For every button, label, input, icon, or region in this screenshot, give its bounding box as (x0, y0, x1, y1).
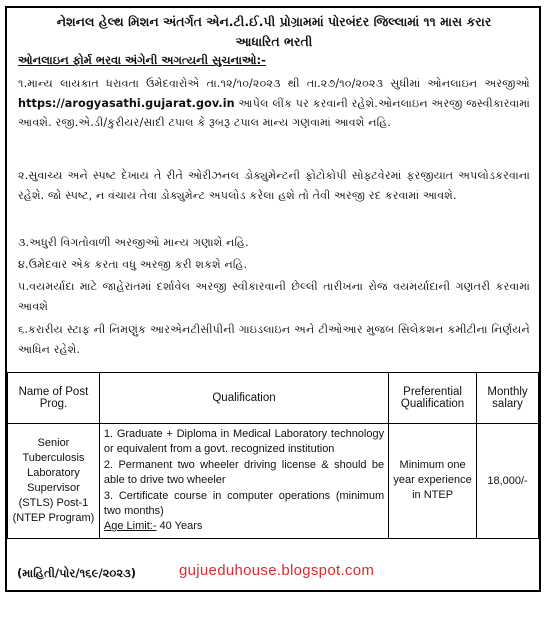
qualification-3: 3. Certificate course in computer operations (minimum two months) (103, 489, 385, 518)
portal-link[interactable]: https://arogyasathi.gujarat.gov.in (18, 96, 235, 110)
title-line-2: આધારિત ભરતી (235, 34, 313, 49)
instruction-4: ૪.ઉમેદવાર એક કરતા વધુ અરજી કરી શકશે નહિ. (18, 258, 248, 271)
header-preferential: Preferential Qualification (389, 373, 477, 424)
header-salary: Monthly salary (477, 373, 539, 424)
age-limit (104, 519, 384, 534)
preferential-qualification: Minimum one year experience in NTEP (389, 424, 477, 539)
header-qualification: Qualification (99, 373, 388, 424)
age-limit-value: 40 Years (156, 520, 203, 533)
instruction-1-text-b: આપેલ લીંક પર કરવાની રહેશે.ઓનલાઇન અરજી જસ્વીકારવામાં આવશે. રજી.એ.ડી/કુરીયર/સાદી ટપાલ કે રૂબરૂ ટપાલ માન્ય ગણવામાં આવશે નહિ. (18, 96, 531, 129)
title-line-1: નેશનલ હેલ્થ મિશન અંતર્ગત એન.ટી.ઈ.પી પ્રોગ્રામમાં પોરબંદર જિલ્લામાં ૧૧ માસ કરાર (56, 14, 492, 29)
instructions-heading: ઓનલાઇન ફોર્મ ભરવા અંગેની અગત્યની સુચનાઓ:- (18, 53, 266, 67)
post-name: Senior Tuberculosis Laboratory Supervisor (STLS) Post-1 (NTEP Program) (8, 424, 100, 539)
qualification-table (7, 372, 539, 539)
blog-watermark: gujueduhouse.blogspot.com (179, 562, 375, 579)
instruction-6: ૬.કરારીય સ્ટાફ ની નિમણુંક આરએનટીસીપીની ગાઇડલાઇન અને ટીઓઆર મુજબ સિલેકશન કમીટીના નિર્ણયને આધિન રહેશે. (18, 323, 530, 356)
age-limit-label: Age Limit:- (103, 520, 157, 533)
instruction-2: ૨.સુવાચ્ય અને સ્પષ્ટ દેખાય તે રીતે ઓરીઝનલ ડોક્યુમેન્ટની ફોટોકોપી સોફ્ટવેરમાં ફરજીયાત અપલોડકરવાના રહેશે. જો સ્પષ્ટ, ન વંચાય તેવા ડોક્યુમેન્ટ અપલોડ કરેલા હશે તો તેવી અરજી રદ કરવામાં આવશે. (18, 169, 530, 202)
instruction-1 (18, 74, 530, 133)
instruction-1-text-a: ૧.માન્ય લાયકાત ધરાવતા ઉમેદવારોએ તા.૧૨/૧૦/૨૦૨૩ થી તા.૨૭/૧૦/૨૦૨૩ સુધીમાં ઓનલાઇન અરજીઓ (18, 77, 530, 90)
qualification-cell (99, 424, 388, 539)
notice-footer (7, 558, 539, 592)
instruction-3: ૩.અધુરી વિગતોવાળી અરજીઓ માન્ય ગણાશે નહિ. (18, 236, 249, 249)
header-post: Name of Post Prog. (8, 373, 100, 424)
monthly-salary: 18,000/- (477, 424, 539, 539)
qualification-2: 2. Permanent two wheeler driving license & should be able to drive two wheeler (103, 458, 385, 487)
reference-number: (માહિતી/પોર/૧૬૯/૨૦૨૩) (17, 566, 136, 580)
table-row (8, 424, 539, 539)
instruction-5: ૫.વયમર્યાદા માટે જાહેરાતમાં દર્શાવેલ અરજી સ્વીકારવાની છેલ્લી તારીખના રોજ વયમર્યાદાની ગણતરી કરવામાં આવશે (18, 280, 530, 313)
qualification-1: 1. Graduate + Diploma in Medical Laboratory technology or equivalent from a govt. recognized institution (103, 428, 385, 456)
notice-title (14, 12, 534, 52)
table-header-row (8, 373, 539, 424)
